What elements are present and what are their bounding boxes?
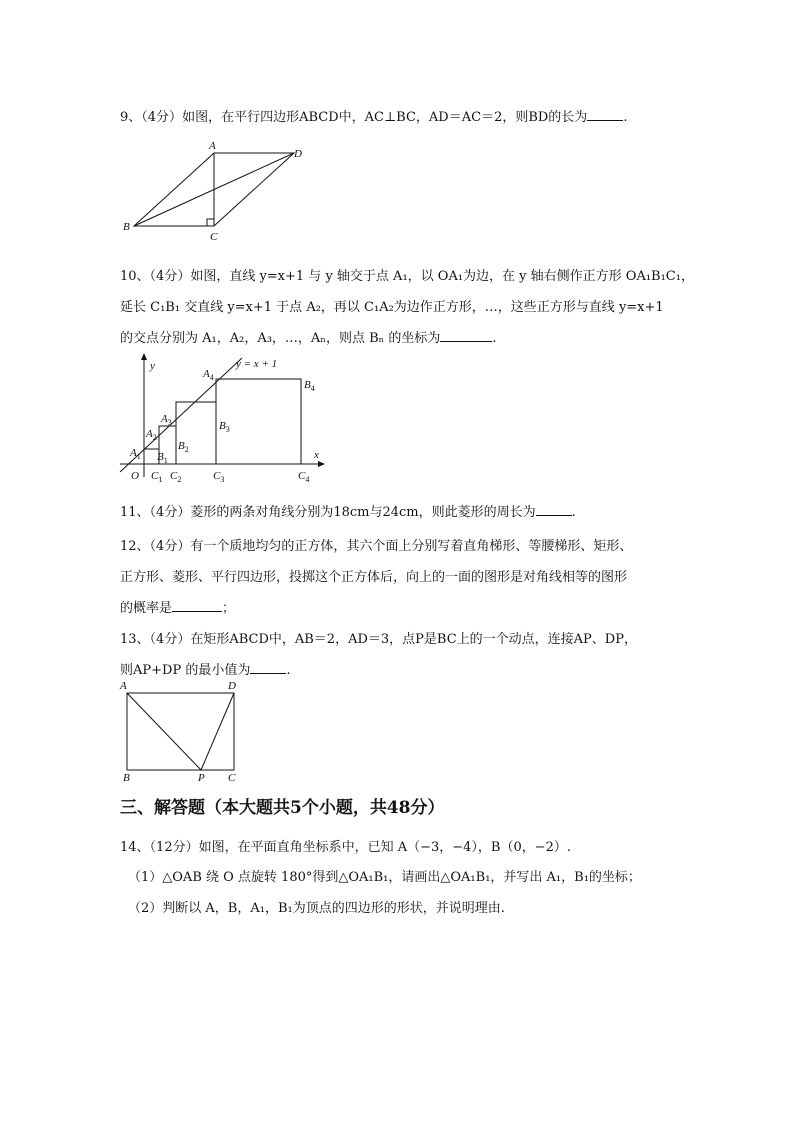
question-10-line-1: 10、（4分）如图，直线 y=x+1 与 y 轴交于点 A₁，以 OA₁为边，在 y 轴右侧作正方形 OA₁B₁C₁， <box>120 269 694 284</box>
question-10-line-2: 延长 C₁B₁ 交直线 y=x+1 于点 A₂，再以 C₁A₂为边作正方形，…，这些正方形与直线 y=x+1 <box>120 300 664 315</box>
question-score: （4分） <box>141 110 183 125</box>
figure-rectangle <box>118 678 248 786</box>
label-b1: $B_1$ <box>157 451 168 465</box>
label-a3: $A_3$ <box>161 413 172 427</box>
question-13-line-2 <box>120 659 290 678</box>
label-c1: $C_1$ <box>151 470 163 484</box>
label-b3: $B_3$ <box>219 420 230 434</box>
square-3 <box>176 402 216 464</box>
label-c: C <box>210 231 218 243</box>
answer-blank <box>440 329 492 342</box>
x-axis-arrow-icon <box>318 461 325 467</box>
question-end: . <box>623 110 628 125</box>
question-10-line-3 <box>120 327 497 346</box>
label-d: D <box>228 680 236 692</box>
right-angle-mark <box>207 219 214 226</box>
answer-blank <box>172 599 222 612</box>
question-13-line-1: 13、（4分）在矩形ABCD中，AB＝2，AD＝3，点P是BC上的一个动点，连接AP、DP， <box>120 632 637 647</box>
square-4 <box>216 379 301 464</box>
question-12-line-2: 正方形、菱形、平行四边形，投掷这个正方体后，向上的一面的图形是对角线相等的图形 <box>120 570 628 585</box>
label-x: x <box>314 449 319 461</box>
label-a: A <box>209 140 216 152</box>
question-text: 则AP+DP 的最小值为 <box>120 663 251 678</box>
label-y: y <box>150 360 155 372</box>
label-a: A <box>120 680 127 692</box>
label-c3: $C_3$ <box>213 470 225 484</box>
answer-blank <box>536 503 572 516</box>
path-apd <box>127 693 234 770</box>
question-end: . <box>492 331 497 346</box>
label-b: B <box>123 221 130 233</box>
label-b4: $B_4$ <box>304 379 315 393</box>
question-14-part-2: （2）判断以 A，B，A₁，B₁为顶点的四边形的形状，并说明理由. <box>128 901 505 916</box>
label-c2: $C_2$ <box>170 470 182 484</box>
label-d: D <box>294 148 302 160</box>
question-text: 的概率是 <box>120 601 173 616</box>
question-text: 如图，在平行四边形ABCD中，AC⊥BC，AD＝AC＝2，则BD的长为 <box>182 110 588 125</box>
figure-parallelogram <box>118 136 318 246</box>
question-14-line-1: 14、（12分）如图，在平面直角坐标系中，已知 A（−3，−4），B（0，−2）. <box>120 840 572 855</box>
answer-blank <box>250 661 286 674</box>
section-heading: 三、解答题（本大题共5个小题，共48分） <box>120 798 445 818</box>
question-text: 的交点分别为 A₁，A₂，A₃，…，Aₙ，则点 Bₙ 的坐标为 <box>120 331 441 346</box>
label-p: P <box>198 772 205 784</box>
question-end: ； <box>222 601 236 616</box>
question-14-part-1: （1）△OAB 绕 O 点旋转 180°得到△OA₁B₁，请画出△OA₁B₁，并写出 A₁，B₁的坐标； <box>128 870 641 885</box>
question-text: 11、（4分）菱形的两条对角线分别为18cm与24cm，则此菱形的周长为 <box>120 505 536 520</box>
label-c4: $C_4$ <box>298 470 310 484</box>
question-number: 9、 <box>120 110 142 125</box>
figure-squares-on-line <box>118 352 328 487</box>
question-12-line-1: 12、（4分）有一个质地均匀的正方体，其六个面上分别写着直角梯形、等腰梯形、矩形、 <box>120 539 633 554</box>
label-c: C <box>228 772 236 784</box>
label-b2: $B_2$ <box>178 440 189 454</box>
label-a4: $A_4$ <box>203 368 214 382</box>
label-b: B <box>123 772 130 784</box>
answer-blank <box>587 108 623 121</box>
question-end: . <box>571 505 576 520</box>
label-a1: $A_1$ <box>130 447 141 461</box>
label-a2: $A_2$ <box>146 428 157 442</box>
label-origin: O <box>131 470 139 482</box>
question-end: . <box>286 663 291 678</box>
question-11 <box>120 501 576 520</box>
line-label: y = x + 1 <box>236 358 278 370</box>
y-axis-arrow-icon <box>141 353 147 360</box>
question-9 <box>120 106 627 125</box>
question-12-line-3 <box>120 597 235 616</box>
